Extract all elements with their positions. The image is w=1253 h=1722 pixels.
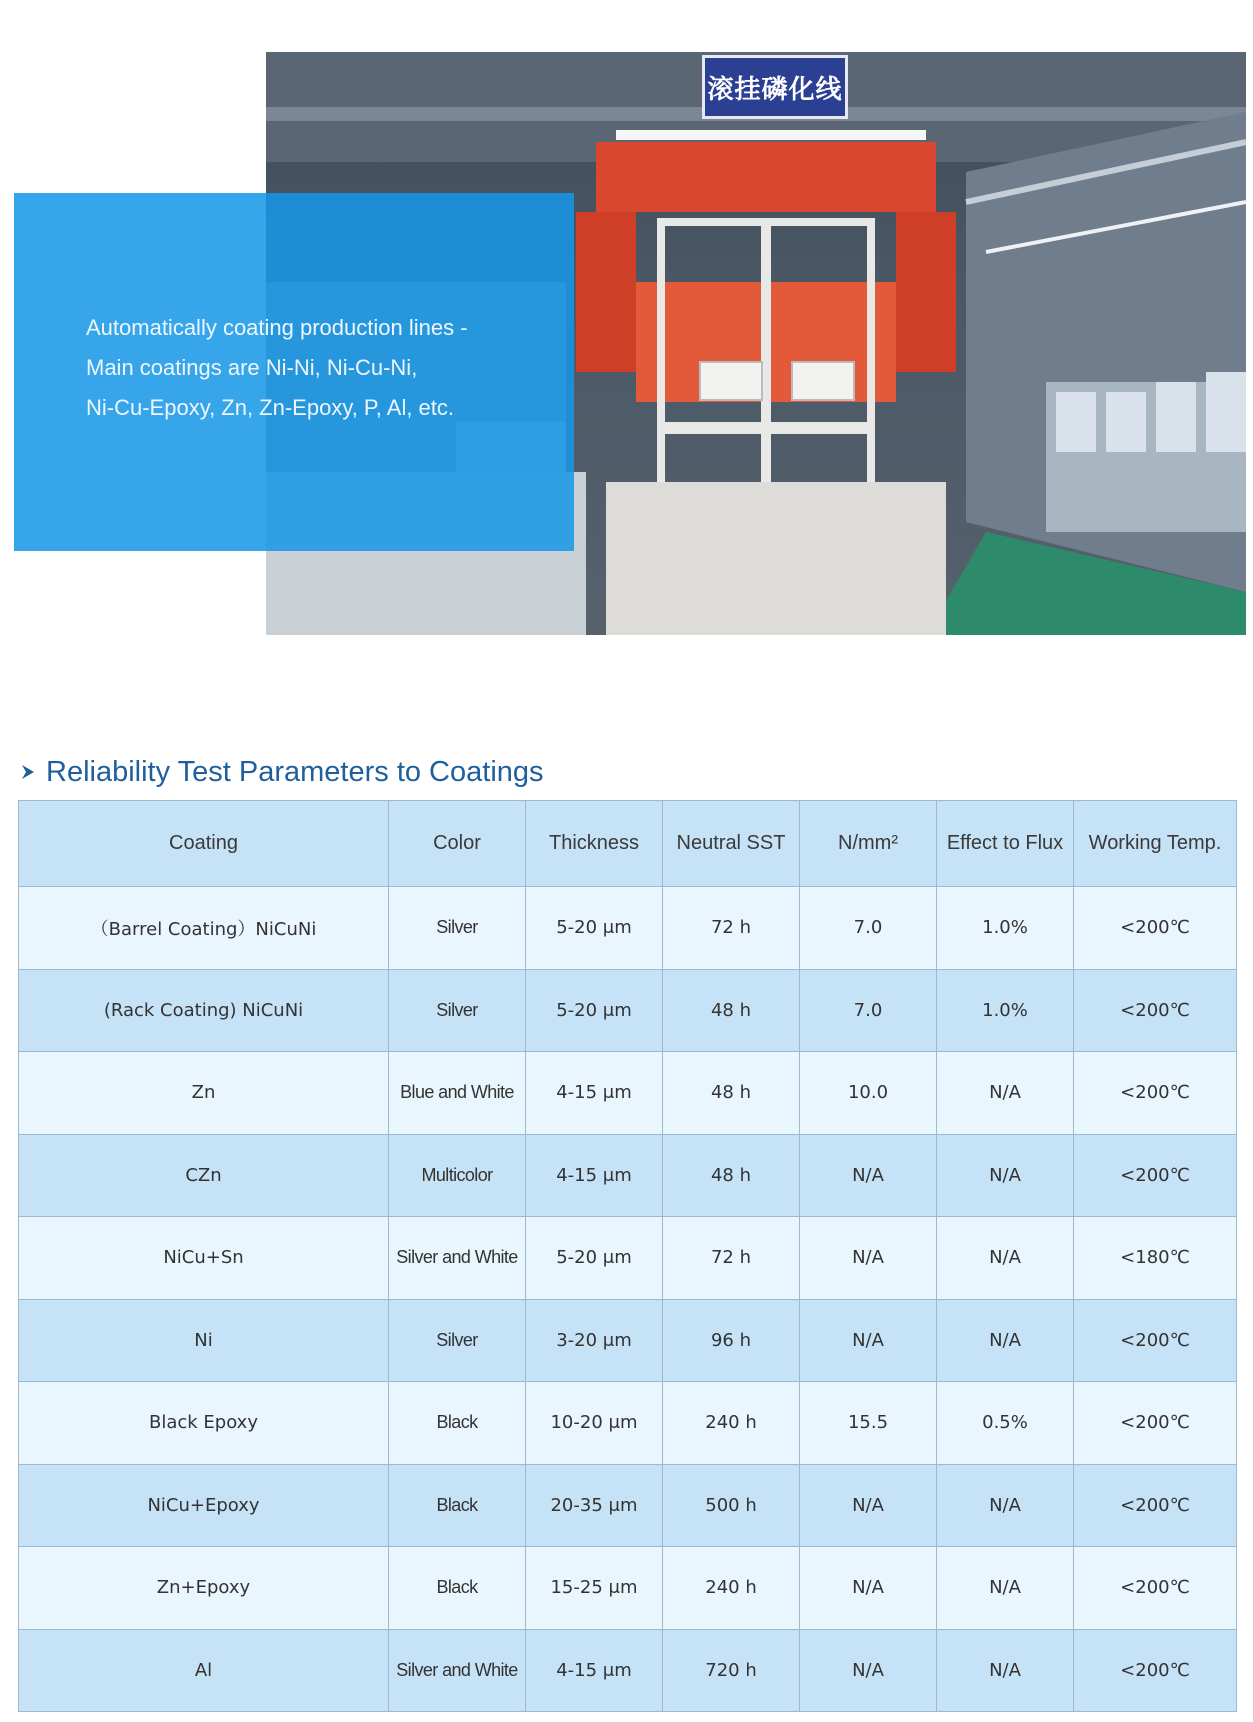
cell-color: Silver [389,887,526,970]
header-coating: Coating [19,801,389,887]
cell-effect-to-flux: N/A [937,1217,1074,1300]
cell-neutral-sst: 48 h [663,969,800,1052]
cell-working-temp: <200℃ [1074,1547,1237,1630]
cell-effect-to-flux: N/A [937,1547,1074,1630]
table-row [19,1299,1237,1382]
cell-neutral-sst: 720 h [663,1629,800,1712]
cell-strength: 15.5 [800,1382,937,1465]
section-heading [18,752,544,792]
table-row [19,1464,1237,1547]
cell-coating: (Rack Coating) NiCuNi [19,969,389,1052]
line-sign: 滚挂磷化线 [702,55,848,119]
cell-effect-to-flux: N/A [937,1052,1074,1135]
cell-neutral-sst: 240 h [663,1382,800,1465]
table-row [19,1052,1237,1135]
cell-effect-to-flux: 1.0% [937,969,1074,1052]
cell-thickness: 4-15 μm [526,1052,663,1135]
cell-color: Black [389,1464,526,1547]
cell-color: Blue and White [389,1052,526,1135]
cell-strength: N/A [800,1464,937,1547]
cell-strength: N/A [800,1299,937,1382]
arrow-right-icon [18,762,38,782]
cell-coating: Zn [19,1052,389,1135]
cell-working-temp: <180℃ [1074,1217,1237,1300]
cell-coating: CZn [19,1134,389,1217]
cell-strength: 10.0 [800,1052,937,1135]
cell-coating: Zn+Epoxy [19,1547,389,1630]
intro-line: Ni-Cu-Epoxy, Zn, Zn-Epoxy, P, Al, etc. [86,395,455,420]
cell-neutral-sst: 72 h [663,1217,800,1300]
header-neutral-sst: Neutral SST [663,801,800,887]
cell-thickness: 20-35 μm [526,1464,663,1547]
cell-working-temp: <200℃ [1074,1299,1237,1382]
table-row [19,1217,1237,1300]
cell-color: Black [389,1547,526,1630]
cell-neutral-sst: 240 h [663,1547,800,1630]
cell-effect-to-flux: N/A [937,1629,1074,1712]
cell-color: Silver and White [389,1629,526,1712]
table-row [19,1134,1237,1217]
cell-neutral-sst: 96 h [663,1299,800,1382]
cell-thickness: 5-20 μm [526,1217,663,1300]
cell-color: Silver [389,969,526,1052]
cell-effect-to-flux: 0.5% [937,1382,1074,1465]
intro-text [86,308,556,428]
cell-strength: N/A [800,1629,937,1712]
cell-strength: 7.0 [800,969,937,1052]
cell-coating: （Barrel Coating）NiCuNi [19,887,389,970]
cell-strength: N/A [800,1217,937,1300]
cell-thickness: 3-20 μm [526,1299,663,1382]
cell-color: Silver and White [389,1217,526,1300]
cell-working-temp: <200℃ [1074,1134,1237,1217]
table-row [19,969,1237,1052]
cell-thickness: 5-20 μm [526,969,663,1052]
cell-effect-to-flux: 1.0% [937,887,1074,970]
cell-effect-to-flux: N/A [937,1464,1074,1547]
header-working-temp: Working Temp. [1074,801,1237,887]
cell-thickness: 4-15 μm [526,1629,663,1712]
header-color: Color [389,801,526,887]
cell-thickness: 10-20 μm [526,1382,663,1465]
table-row [19,1382,1237,1465]
table-header-row [19,801,1237,887]
header-effect-to-flux: Effect to Flux [937,801,1074,887]
cell-coating: NiCu+Epoxy [19,1464,389,1547]
cell-strength: 7.0 [800,887,937,970]
table-row [19,887,1237,970]
section-title-text: Reliability Test Parameters to Coatings [46,755,544,788]
cell-color: Silver [389,1299,526,1382]
intro-line: Automatically coating production lines - [86,315,468,340]
cell-color: Multicolor [389,1134,526,1217]
intro-line: Main coatings are Ni-Ni, Ni-Cu-Ni, [86,355,418,380]
cell-working-temp: <200℃ [1074,887,1237,970]
cell-working-temp: <200℃ [1074,1382,1237,1465]
header-thickness: Thickness [526,801,663,887]
cell-effect-to-flux: N/A [937,1134,1074,1217]
cell-working-temp: <200℃ [1074,969,1237,1052]
cell-neutral-sst: 48 h [663,1134,800,1217]
cell-thickness: 15-25 μm [526,1547,663,1630]
cell-coating: NiCu+Sn [19,1217,389,1300]
cell-strength: N/A [800,1134,937,1217]
cell-neutral-sst: 72 h [663,887,800,970]
cell-strength: N/A [800,1547,937,1630]
table-row [19,1547,1237,1630]
cell-thickness: 4-15 μm [526,1134,663,1217]
cell-neutral-sst: 48 h [663,1052,800,1135]
cell-coating: Black Epoxy [19,1382,389,1465]
cell-working-temp: <200℃ [1074,1629,1237,1712]
cell-neutral-sst: 500 h [663,1464,800,1547]
cell-coating: Al [19,1629,389,1712]
cell-working-temp: <200℃ [1074,1464,1237,1547]
parameters-table [18,800,1237,1712]
cell-coating: Ni [19,1299,389,1382]
header-strength: N/mm² [800,801,937,887]
cell-thickness: 5-20 μm [526,887,663,970]
table-row [19,1629,1237,1712]
cell-working-temp: <200℃ [1074,1052,1237,1135]
cell-color: Black [389,1382,526,1465]
cell-effect-to-flux: N/A [937,1299,1074,1382]
